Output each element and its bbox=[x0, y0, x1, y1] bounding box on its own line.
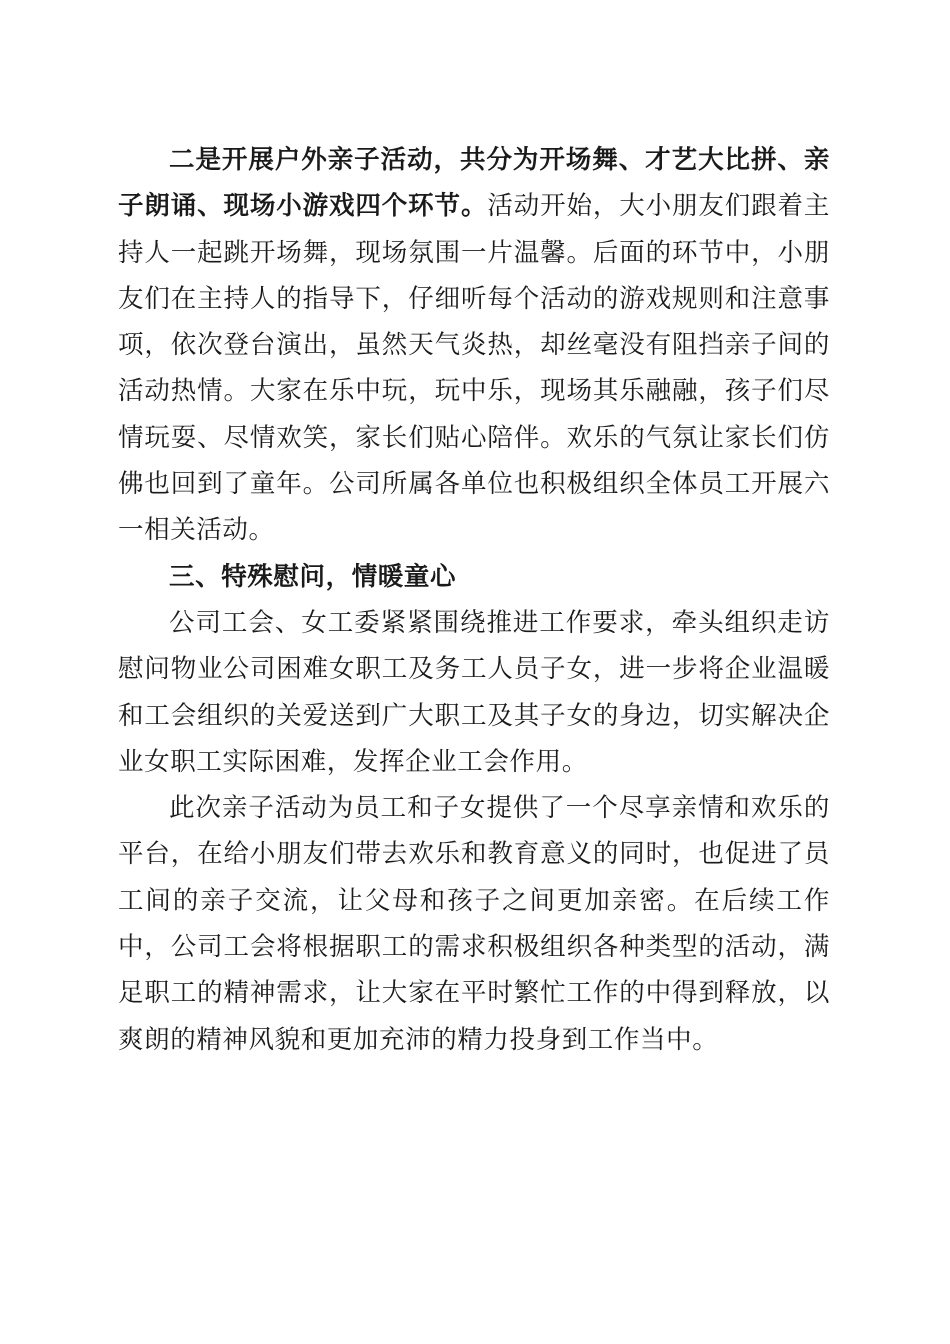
document-body bbox=[118, 137, 830, 1063]
section-heading-special-visits: 三、特殊慰问，情暖童心 bbox=[169, 561, 457, 592]
paragraph-closing-summary: 此次亲子活动为员工和子女提供了一个尽享亲情和欢乐的平台，在给小朋友们带去欢乐和教育意义的同时，也促进了员工间的亲子交流，让父母和孩子之间更加亲密。在后续工作中，公司工会将根据职工的需求积极组织各种类型的活动，满足职工的精神需求，让大家在平时繁忙工作的中得到释放，以爽朗的精神风貌和更加充沛的精力投身到工作当中。 bbox=[118, 793, 830, 1055]
paragraph-union-visits: 公司工会、女工委紧紧围绕推进工作要求，牵头组织走访慰问物业公司困难女职工及务工人员子女，进一步将企业温暖和工会组织的关爱送到广大职工及其子女的身边，切实解决企业女职工实际困难，发挥企业工会作用。 bbox=[118, 607, 830, 777]
paragraph-body-text: 活动开始，大小朋友们跟着主持人一起跳开场舞，现场氛围一片温馨。后面的环节中，小朋友们在主持人的指导下，仔细听每个活动的游戏规则和注意事项，依次登台演出，虽然天气炎热，却丝毫没有阻挡亲子间的活动热情。大家在乐中玩，玩中乐，现场其乐融融，孩子们尽情玩耍、尽情欢笑，家长们贴心陪伴。欢乐的气氛让家长们仿佛也回到了童年。公司所属各单位也积极组织全体员工开展六一相关活动。 bbox=[118, 191, 830, 546]
paragraph-lead-sentence: 二是开展户外亲子活动，共分为开场舞、才艺大比拼、亲子朗诵、现场小游戏四个环节。 bbox=[118, 145, 830, 222]
paragraph-outdoor-activity bbox=[118, 137, 830, 554]
